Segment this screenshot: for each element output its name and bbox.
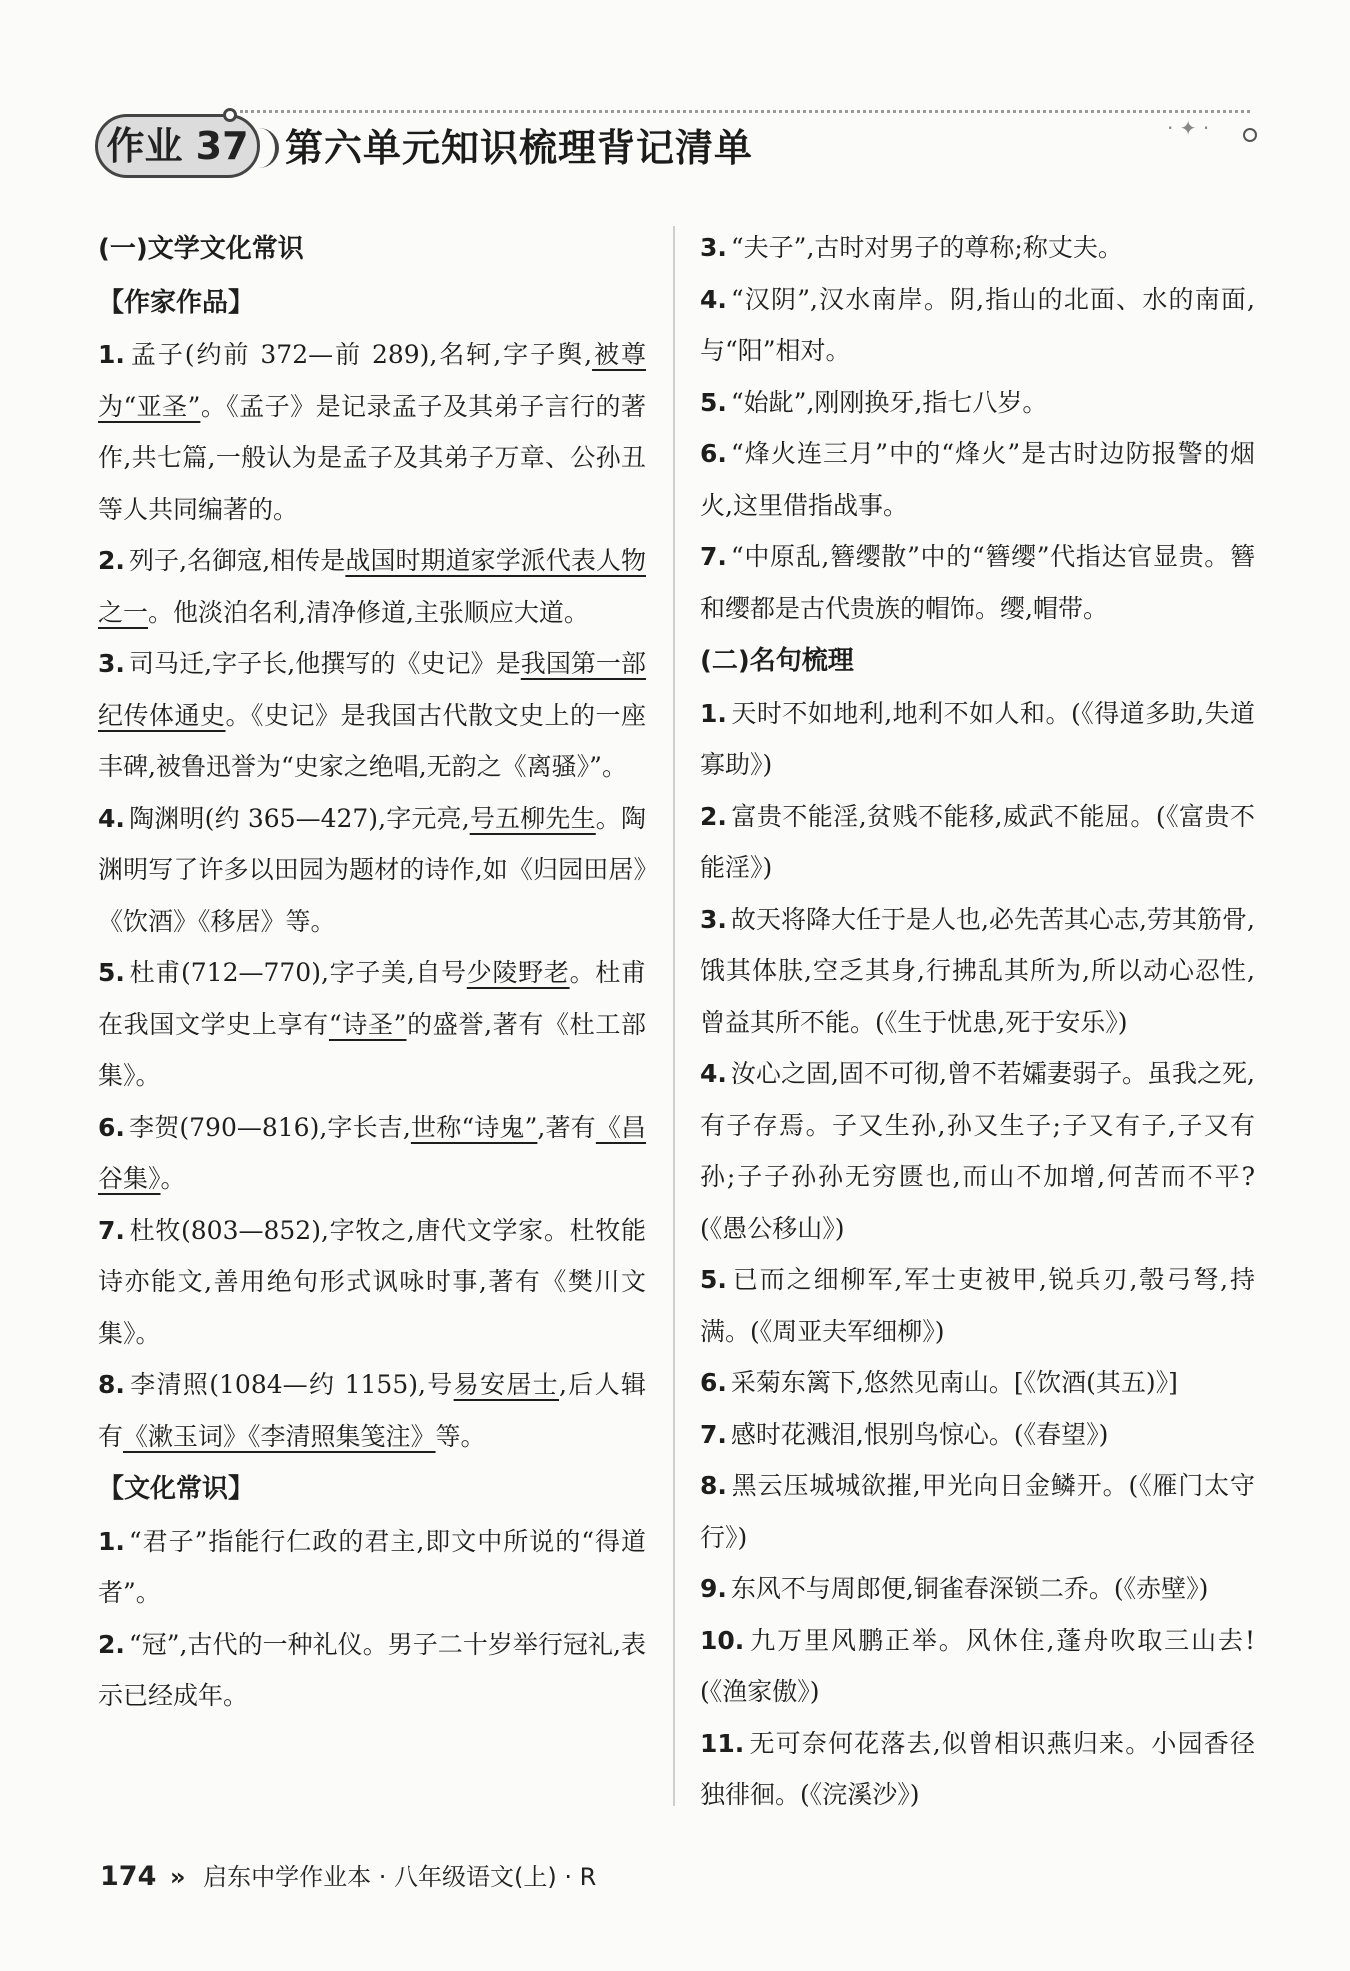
item-number: 4. <box>700 284 727 314</box>
list-item <box>700 1563 1255 1615</box>
list-item <box>98 947 646 1102</box>
list-item <box>98 793 646 948</box>
assignment-badge: 作业 37 <box>95 114 260 178</box>
item-text: “始龀”,刚刚换牙,指七八岁。 <box>730 387 1048 417</box>
item-text: 等。 <box>435 1421 486 1451</box>
section-heading: 【作家作品】 <box>98 287 255 318</box>
item-number: 2. <box>700 801 727 831</box>
item-text: 陶渊明(约 365—427),字元亮, <box>128 803 470 833</box>
list-item <box>700 1357 1255 1409</box>
section-heading: (一)文学文化常识 <box>98 234 304 264</box>
item-number: 1. <box>98 340 125 369</box>
item-text: 感时花溅泪,恨别鸟惊心。(《春望》) <box>730 1419 1109 1449</box>
item-text: 富贵不能淫,贫贱不能移,威武不能屈。(《富贵不能淫》) <box>700 801 1255 882</box>
list-item <box>700 274 1255 377</box>
list-item <box>700 1254 1255 1357</box>
item-number: 8. <box>98 1370 125 1399</box>
item-text: 东风不与周郎便,铜雀春深锁二乔。(《赤壁》) <box>730 1574 1209 1603</box>
item-text: ,后人辑有 <box>98 1370 646 1451</box>
item-text: 孟子(约前 372—前 289),名轲,字子舆, <box>128 340 593 369</box>
underlined-text: “诗圣” <box>328 1009 407 1039</box>
item-text: 天时不如地利,地利不如人和。(《得道多助,失道寡助》) <box>700 698 1255 779</box>
item-number: 5. <box>98 958 125 987</box>
item-number: 11. <box>700 1728 745 1758</box>
item-text: “君子”指能行仁政的君主,即文中所说的“得道者”。 <box>98 1526 646 1607</box>
underlined-text: 我国第一部纪传体通史 <box>98 649 646 730</box>
list-item <box>98 1516 646 1619</box>
underlined-text: 少陵野老 <box>466 958 570 987</box>
list-item <box>98 329 646 535</box>
page-title: 第六单元知识梳理背记清单 <box>285 126 754 170</box>
list-item <box>700 894 1255 1049</box>
book-title: 启东中学作业本 · 八年级语文(上) · R <box>203 1863 597 1891</box>
item-number: 3. <box>98 649 125 678</box>
item-text: 。他淡泊名利,清净修道,主张顺应大道。 <box>148 597 589 627</box>
column-divider <box>673 226 675 1806</box>
list-item <box>700 1409 1255 1461</box>
item-text: 九万里风鹏正举。风休住,蓬舟吹取三山去!(《渔家傲》) <box>700 1625 1255 1706</box>
item-number: 7. <box>700 1419 727 1449</box>
item-text: 采菊东篱下,悠然见南山。[《饮酒(其五)》] <box>730 1368 1178 1397</box>
item-text: “烽火连三月”中的“烽火”是古时边防报警的烟火,这里借指战事。 <box>700 439 1255 520</box>
item-number: 9. <box>700 1574 727 1603</box>
section-heading: (二)名句梳理 <box>700 646 854 676</box>
underlined-text: 战国时期道家学派代表人物之一 <box>98 546 646 627</box>
underlined-text: 易安居士 <box>453 1370 560 1399</box>
item-number: 6. <box>700 1368 727 1397</box>
list-item <box>98 1205 646 1360</box>
item-text: 列子,名御寇,相传是 <box>128 546 346 575</box>
item-text: ,著有 <box>537 1112 596 1142</box>
item-text: 故天将降大任于是人也,必先苦其心志,劳其筋骨,饿其体肤,空乏其身,行拂乱其所为,所以动心忍性,曾益其所不能。(《生于忧患,死于安乐》) <box>700 904 1255 1037</box>
left-column <box>98 222 646 1722</box>
badge-knob <box>223 108 237 122</box>
item-text: 李贺(790—816),字长吉, <box>128 1112 411 1142</box>
item-text: 汝心之固,固不可彻,曾不若孀妻弱子。虽我之死,有子存焉。子又生孙,孙又生子;子又有子,子又有孙;子子孙孙无穷匮也,而山不加增,何苦而不平?(《愚公移山》) <box>700 1059 1255 1243</box>
sparkle-icon: · ✦ · <box>1167 116 1210 140</box>
underlined-text: 世称“诗鬼” <box>410 1112 538 1142</box>
list-item <box>98 1102 646 1205</box>
list-item <box>700 531 1255 634</box>
item-number: 3. <box>700 904 727 934</box>
underlined-text: 《漱玉词》《李清照集笺注》 <box>123 1421 436 1451</box>
item-number: 2. <box>98 1629 125 1659</box>
item-text: 。陶渊明写了许多以田园为题材的诗作,如《归园田居》《饮酒》《移居》等。 <box>98 803 646 936</box>
item-number: 2. <box>98 546 125 575</box>
page-footer <box>100 1857 596 1892</box>
item-number: 5. <box>700 387 727 417</box>
list-item <box>700 791 1255 894</box>
item-text: 。杜甫在我国文学史上享有 <box>98 958 646 1039</box>
list-item <box>98 1359 646 1462</box>
list-item <box>700 1048 1255 1254</box>
item-number: 10. <box>700 1625 745 1655</box>
list-item <box>700 428 1255 531</box>
page-header <box>95 108 1275 188</box>
item-number: 8. <box>700 1471 727 1500</box>
list-item <box>700 1460 1255 1563</box>
item-number: 6. <box>700 439 727 468</box>
list-item <box>700 1615 1255 1718</box>
ring-icon <box>1243 128 1257 142</box>
item-text: 杜甫(712—770),字子美,自号 <box>128 958 467 987</box>
item-text: 司马迁,字子长,他撰写的《史记》是 <box>128 649 521 678</box>
underlined-text: 被尊为“亚圣” <box>98 340 646 421</box>
item-number: 7. <box>700 542 727 571</box>
list-item <box>98 638 646 793</box>
item-number: 5. <box>700 1265 727 1294</box>
item-text: 无可奈何花落去,似曾相识燕归来。小园香径独徘徊。(《浣溪沙》) <box>700 1728 1255 1809</box>
item-text: “汉阴”,汉水南岸。阴,指山的北面、水的南面,与“阳”相对。 <box>700 284 1255 365</box>
item-number: 6. <box>98 1112 125 1142</box>
list-item <box>700 222 1255 274</box>
item-number: 4. <box>98 803 125 833</box>
item-text: 杜牧(803—852),字牧之,唐代文学家。杜牧能诗亦能文,善用绝句形式讽咏时事,著有《樊川文集》。 <box>98 1215 646 1348</box>
item-number: 1. <box>700 698 727 728</box>
list-item <box>700 688 1255 791</box>
list-item <box>700 377 1255 429</box>
item-number: 1. <box>98 1526 125 1556</box>
item-text: 李清照(1084—约 1155),号 <box>128 1370 454 1399</box>
item-number: 3. <box>700 233 727 262</box>
item-text: “中原乱,簪缨散”中的“簪缨”代指达官显贵。簪和缨都是古代贵族的帽饰。缨,帽带。 <box>700 542 1255 623</box>
underlined-text: 《昌谷集》 <box>98 1112 647 1193</box>
double-chevron-icon: » <box>170 1863 186 1891</box>
list-item <box>98 535 646 638</box>
item-text: 。《孟子》是记录孟子及其弟子言行的著作,共七篇,一般认为是孟子及其弟子万章、公孙丑等人共同编著的。 <box>98 391 646 524</box>
dotted-divider <box>240 110 1250 113</box>
right-column <box>700 222 1255 1821</box>
item-text: “夫子”,古时对男子的尊称;称丈夫。 <box>730 233 1123 262</box>
item-text: 已而之细柳军,军士吏被甲,锐兵刃,彀弓弩,持满。(《周亚夫军细柳》) <box>700 1265 1255 1346</box>
page-number: 174 <box>100 1861 157 1892</box>
item-text: 。 <box>160 1164 186 1193</box>
item-text: 黑云压城城欲摧,甲光向日金鳞开。(《雁门太守行》) <box>700 1471 1255 1552</box>
item-text: 。《史记》是我国古代散文史上的一座丰碑,被鲁迅誉为“史家之绝唱,无韵之《离骚》”。 <box>98 700 646 781</box>
list-item <box>700 1718 1255 1821</box>
underlined-text: 号五柳先生 <box>469 803 596 833</box>
list-item <box>98 1619 646 1722</box>
item-text: “冠”,古代的一种礼仪。男子二十岁举行冠礼,表示已经成年。 <box>98 1629 646 1710</box>
section-heading: 【文化常识】 <box>98 1474 255 1504</box>
item-number: 4. <box>700 1059 727 1088</box>
item-text: 的盛誉,著有《杜工部集》。 <box>98 1009 646 1090</box>
item-number: 7. <box>98 1215 125 1245</box>
